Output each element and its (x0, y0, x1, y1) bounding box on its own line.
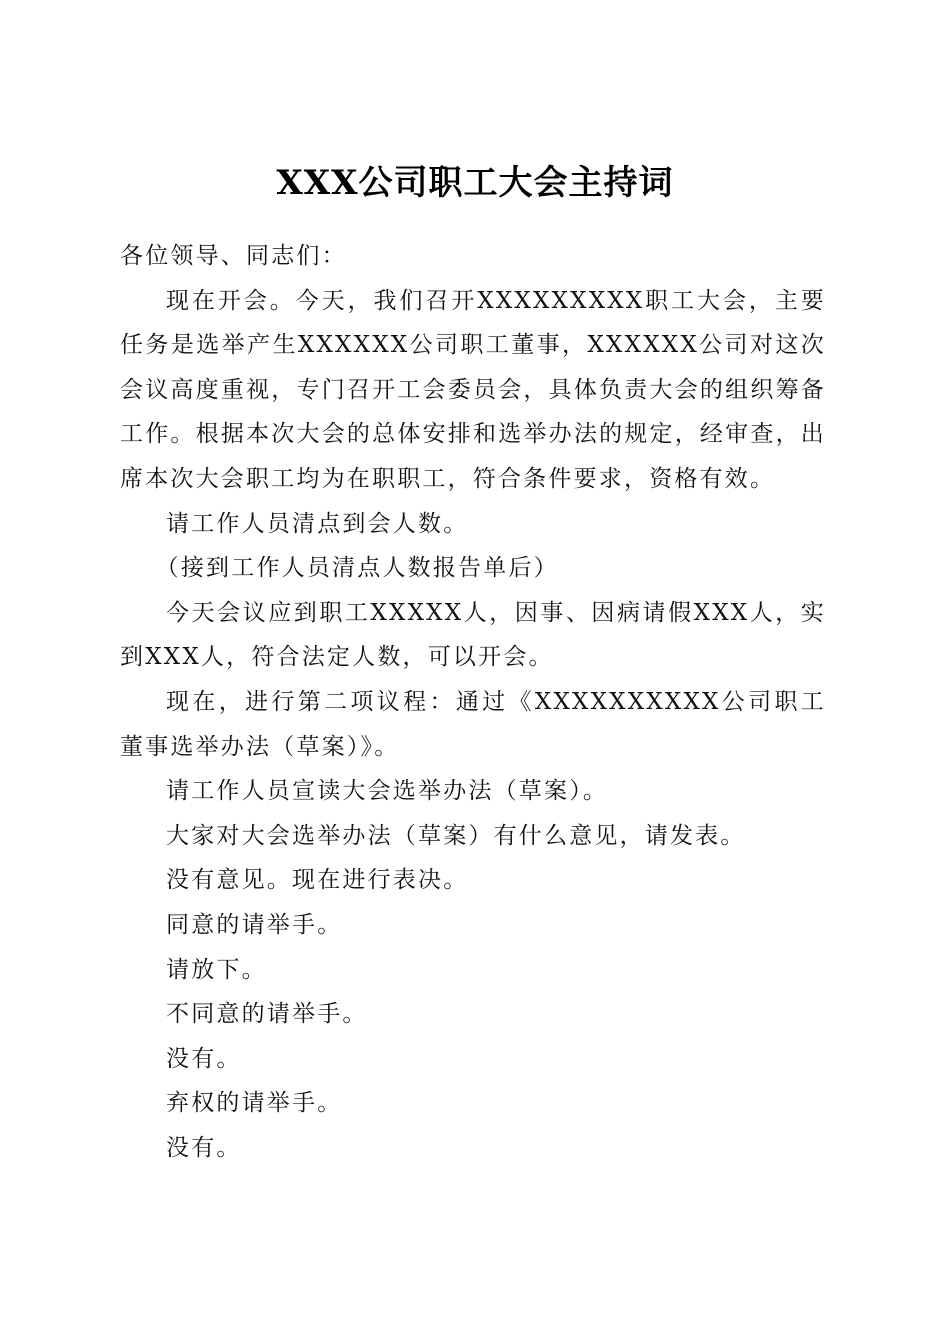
paragraph-attendance: 今天会议应到职工XXXXX人，因事、因病请假XXX人，实到XXX人，符合法定人数，可以开会。 (120, 599, 826, 671)
paragraph-abstain: 弃权的请举手。 (166, 1090, 343, 1117)
paragraph-agree: 同意的请举手。 (166, 911, 343, 938)
paragraph-stage-note: （接到工作人员清点人数报告单后） (155, 555, 559, 582)
paragraph-headcount-request: 请工作人员清点到会人数。 (166, 510, 469, 537)
paragraph-agenda-item-two: 现在，进行第二项议程：通过《XXXXXXXXXX公司职工董事选举办法（草案）》。 (120, 688, 826, 760)
document-body (120, 234, 826, 1170)
paragraph-none-2: 没有。 (166, 1134, 242, 1161)
paragraph-opinions: 大家对大会选举办法（草案）有什么意见，请发表。 (166, 822, 746, 849)
paragraph-none-1: 没有。 (166, 1045, 242, 1072)
paragraph-opening: 现在开会。今天，我们召开XXXXXXXXX职工大会，主要任务是选举产生XXXXXX公司职工董事，XXXXXX公司对这次会议高度重视，专门召开工会委员会，具体负责大会的组织筹备工作。根据本次大会的总体安排和选举办法的规定，经审查，出席本次大会职工均为在职职工，符合条件要求，资格有效。 (120, 287, 826, 492)
salutation: 各位领导、同志们： (120, 243, 347, 269)
paragraph-hands-down: 请放下。 (166, 956, 267, 983)
paragraph-read-draft: 请工作人员宣读大会选举办法（草案）。 (166, 778, 609, 805)
document-title: XXX公司职工大会主持词 (276, 162, 674, 203)
paragraph-vote-start: 没有意见。现在进行表决。 (166, 867, 469, 894)
paragraph-disagree: 不同意的请举手。 (166, 1001, 368, 1028)
